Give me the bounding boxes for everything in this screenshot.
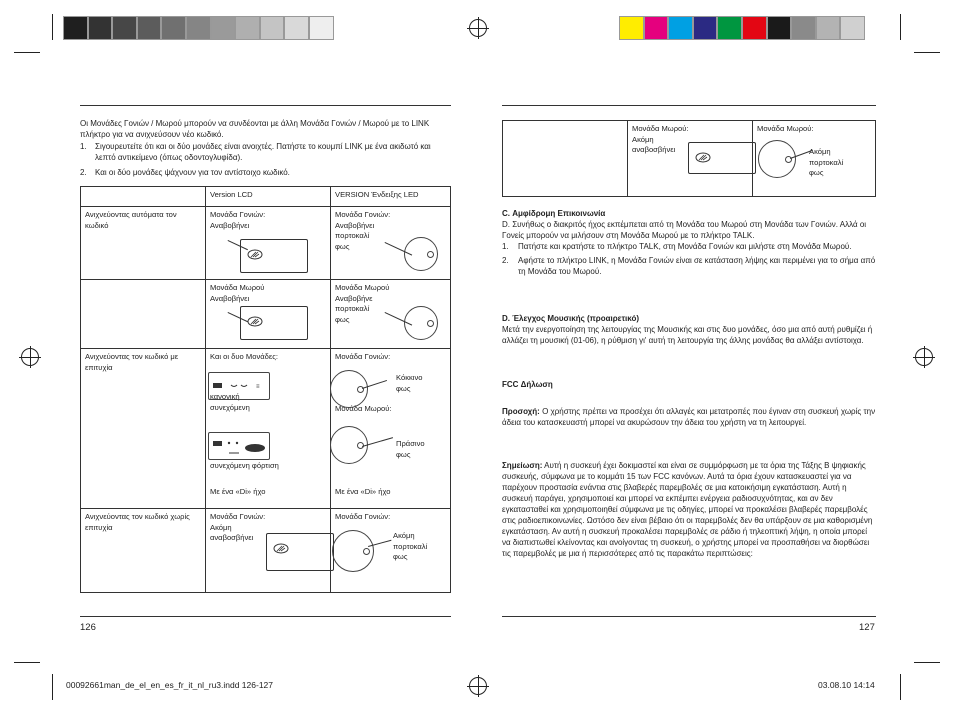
caution-paragraph [502, 406, 876, 428]
step-number: 1. [80, 142, 87, 151]
color-swatch [137, 16, 162, 40]
led-state-text: Πράσινο φως [396, 439, 425, 459]
lcd-charging-screen-icon [208, 432, 270, 460]
display-state-text: Ακόμη αναβοσβήνει [632, 134, 676, 154]
color-swatch [161, 16, 186, 40]
table-row-label: Ανιχνεύοντας τον κωδικό με επιτυχία [81, 349, 206, 509]
step-number: 2. [80, 168, 87, 177]
link-wave-icon [273, 543, 289, 554]
crop-mark [900, 14, 901, 40]
table-header: Version LCD [206, 187, 331, 207]
color-swatch [717, 16, 742, 40]
led-state-text: Κόκκινο φως [396, 373, 423, 393]
led-state-text: Ακόμη πορτοκαλί φως [809, 147, 844, 177]
crop-mark [914, 52, 940, 53]
section-d [502, 314, 876, 346]
color-swatch [644, 16, 669, 40]
step-text: Πατήστε και κρατήστε το πλήκτρο TALK, στη Μονάδα Γονιών και μιλήστε στη Μονάδα Μωρού. [518, 242, 852, 251]
color-swatch [211, 16, 236, 40]
color-swatch [112, 16, 137, 40]
color-swatch [816, 16, 841, 40]
table-header: VERSION Ένδειξης LED [331, 187, 451, 207]
unit-label: Μονάδα Γονιών: [335, 352, 391, 361]
registration-mark-icon [469, 677, 487, 695]
crop-mark [14, 52, 40, 53]
display-state-text: συνεχόμενη φόρτιση [210, 461, 279, 470]
file-slug: 00092661man_de_el_en_es_fr_it_nl_ru3.indd 126-127 [66, 680, 274, 690]
bottom-rule-right [502, 616, 876, 617]
unit-label: Μονάδα Μωρού: [757, 124, 814, 133]
step-number: 2. [502, 256, 509, 265]
color-swatch [309, 16, 334, 40]
section-body: Μετά την ενεργοποίηση της λειτουργίας της Μουσικής και στις δυο μονάδες, όσο μια από αυτή ρυθμίζει ή αλλάζει τη μουσική (01-06), η ρύθμιση γι' αυτή τη λειτουργία της άλλης μονάδας θα αλλάξει αντίστοιχα. [502, 325, 873, 345]
color-swatch [88, 16, 113, 40]
section-heading: D. Έλεγχος Μουσικής (προαιρετικό) [502, 314, 640, 323]
step-item [502, 255, 876, 277]
note-text: Αυτή η συσκευή έχει δοκιμαστεί και είναι σε συμμόρφωση με τα όρια της Τάξης B ψηφιακής συσκευής, σύμφωνα με το κομμάτι 15 των FCC κανόνων. Αυτά τα όρια έχουν κατασκευαστεί για να παρέχουν προστασία ενάντια στις βλαβερές παρεμβολές σε μια κατοικήσιμη εγκατάσταση. Αυτή η συσκευή παράγει, χρησιμοποιεί και μπορεί να εκπέμπει ενέργεια ραδιοσυχνότητας, και αν δεν εγκατασταθεί και χρησιμοποιηθεί σύμφωνα με τις οδηγίες, μπορεί να προκαλέσει βλαβερές παρεμβολές στις ραδιοεπικοινωνίες. Ωστόσο δεν είναι βέβαιο ότι οι παρεμβολές δεν θα υπάρξουν σε μια καθορισμένη εγκατάσταση. Αν αυτή η συσκευή προκαλέσει παρεμβολές σε ράδιο ή τηλεοπτική λήψη, η οποία μπορεί να διαπιστωθεί κλείνοντας και ανοίγοντας τη συσκευή, ο χρήστης μπορεί να προσπαθήσει να διορθώσει τις παρεμβολές με μια ή περισσότερες από τις παρακάτω περιπτώσεις: [502, 461, 873, 558]
crop-mark [52, 14, 53, 40]
color-swatch [693, 16, 718, 40]
unit-label: Μονάδα Γονιών: [335, 512, 391, 521]
lcd-display-icon [266, 533, 334, 571]
color-swatch [840, 16, 865, 40]
crop-mark [900, 674, 901, 700]
led-state-text: Αναβοβήνε πορτοκαλί φως [335, 293, 373, 324]
lcd-display-icon [688, 142, 756, 174]
color-swatch [260, 16, 285, 40]
display-state-text: Ακόμη αναβοσβήνει [210, 522, 254, 542]
color-swatch [63, 16, 88, 40]
table-cell: Μονάδα Γονιών: Αναβοβήνει [206, 207, 331, 280]
page-number: 127 [859, 622, 875, 633]
fcc-heading: FCC Δήλωση [502, 380, 553, 389]
link-wave-icon [247, 249, 263, 260]
svg-text:≡: ≡ [256, 384, 260, 390]
color-swatch [619, 16, 644, 40]
intro-paragraph: Οι Μονάδες Γονιών / Μωρού μπορούν να συνδέονται με άλλη Μονάδα Γονιών / Μωρού με το LINK πλήκτρο για να ανιχνεύσουν νέο κωδικό. [80, 119, 430, 139]
note-label: Σημείωση: [502, 461, 543, 470]
lcd-display-icon [240, 239, 308, 273]
registration-mark-icon [469, 19, 487, 37]
caution-text: Ο χρήστης πρέπει να προσέχει ότι αλλαγές και μετατροπές που έγιναν στη συσκευή χωρίς την άδεια του κατασκευαστή μπορεί να ακυρώσουν την άδεια του χρήστη να τη λειτουργεί. [502, 407, 876, 427]
unit-label: Μονάδα Γονιών: [335, 210, 391, 219]
led-state-text: Αναβοβήνει πορτοκαλί φως [335, 220, 375, 251]
top-rule-left [80, 105, 451, 106]
link-wave-icon [247, 316, 263, 327]
led-indicator-icon [330, 370, 368, 408]
crop-mark [14, 662, 40, 663]
led-state-text: Ακόμη πορτοκαλί φως [393, 531, 428, 561]
step-item [502, 241, 876, 252]
registration-mark-icon [21, 348, 39, 366]
unit-label: Μονάδα Γονιών: [210, 512, 266, 521]
table-cell-empty [81, 280, 206, 349]
lcd-display-icon [240, 306, 308, 340]
section-body: D. Συνήθως ο διακριτός ήχος εκπέμπεται από τη Μονάδα του Μωρού στη Μονάδα των Γονιών. Αλλά οι Γονείς μπορούν να μιλήσουν στη Μονάδα Μωρού με το πλήκτρο TALK. [502, 220, 867, 240]
date-slug: 03.08.10 14:14 [818, 680, 875, 690]
sound-text: Με ένα «Di» ήχο [335, 487, 391, 496]
color-swatch [668, 16, 693, 40]
table-cell-empty [81, 187, 206, 207]
table-row-label: Ανιχνεύοντας τον κωδικό χωρίς επιτυχία [81, 509, 206, 593]
lcd-normal-screen-icon [208, 372, 270, 400]
link-wave-icon [695, 152, 711, 163]
unit-label: Μονάδα Μωρού: [632, 124, 689, 133]
note-paragraph [502, 460, 876, 559]
section-c [502, 209, 876, 277]
crop-mark [914, 662, 940, 663]
step-text: Αφήστε το πλήκτρο LINK, η Μονάδα Γονιών είναι σε κατάσταση λήψης και περιμένει για το σήμα από τη Μονάδα του Μωρού. [518, 256, 876, 276]
display-state-text: κανονική συνεχόμενη [210, 392, 250, 412]
step-number: 1. [502, 242, 509, 251]
color-swatch [284, 16, 309, 40]
section-heading: C. Αμφίδρομη Επικοινωνία [502, 209, 606, 218]
color-swatch [767, 16, 792, 40]
registration-mark-icon [915, 348, 933, 366]
color-swatch [235, 16, 260, 40]
unit-label: Και οι δυο Μονάδες: [210, 352, 279, 361]
bottom-rule-left [80, 616, 451, 617]
caution-label: Προσοχή: [502, 407, 540, 416]
top-rule-right [502, 105, 876, 106]
led-indicator-icon [332, 530, 374, 572]
table-cell-empty [503, 121, 628, 197]
table-row-label: Ανιχνεύοντας αυτόματα τον κωδικό [81, 207, 206, 280]
color-swatch [791, 16, 816, 40]
sound-text: Με ένα «Di» ήχο [210, 487, 266, 496]
color-swatch [186, 16, 211, 40]
unit-label: Μονάδα Μωρού: [335, 404, 392, 413]
color-swatch [742, 16, 767, 40]
page-number: 126 [80, 622, 96, 633]
led-indicator-icon [758, 140, 796, 178]
step-text: Και οι δύο μονάδες ψάχνουν για τον αντίστοιχο κωδικό. [95, 168, 290, 177]
unit-label: Μονάδα Μωρού [335, 283, 390, 292]
table-cell: Μονάδα Μωρού Αναβοβήνει [206, 280, 331, 349]
step-text: Σιγουρευτείτε ότι και οι δύο μονάδες είναι ανοιχτές. Πατήστε το κουμπί LINK με ένα ακιδωτό και λεπτό αντικείμενο (όπως οδοντογλυφίδα). [95, 142, 431, 162]
crop-mark [52, 674, 53, 700]
